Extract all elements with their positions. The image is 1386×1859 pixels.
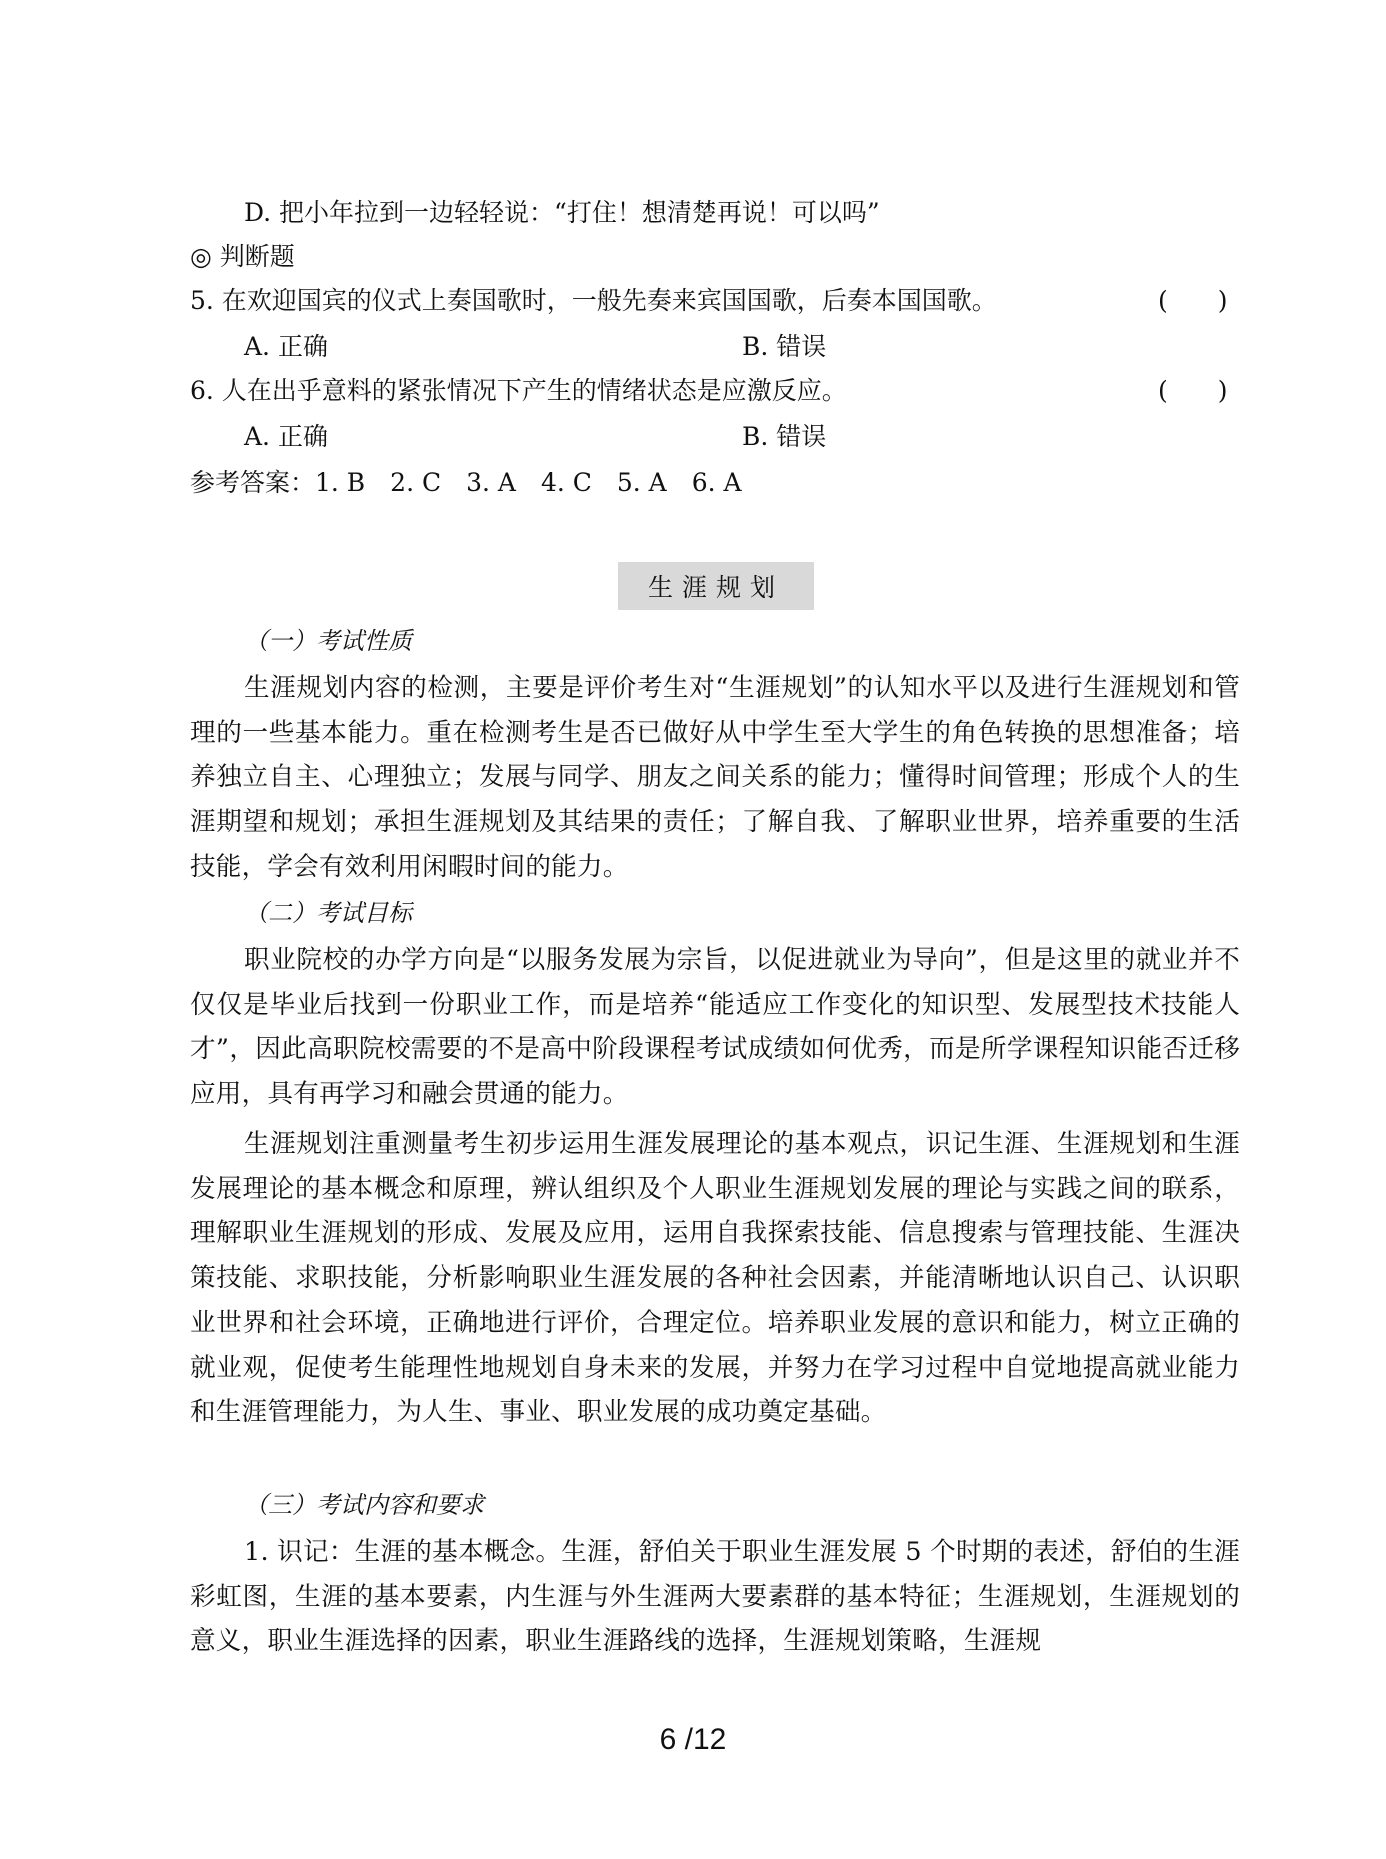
q6-option-b: B. 错误 bbox=[742, 422, 827, 451]
part1-paragraph: 生涯规划内容的检测，主要是评价考生对“生涯规划”的认知水平以及进行生涯规划和管理的一些基本能力。重在检测考生是否已做好从中学生至大学生的角色转换的思想准备；培养独立自主、心理独立；发展与同学、朋友之间关系的能力；懂得时间管理；形成个人的生涯期望和规划；承担生涯规划及其结果的责任；了解自我、了解职业世界，培养重要的生活技能，学会有效利用闲暇时间的能力。 bbox=[190, 673, 1240, 882]
part3-paragraph: 1. 识记：生涯的基本概念。生涯，舒伯关于职业生涯发展 5 个时期的表述，舒伯的生涯彩虹图，生涯的基本要素，内生涯与外生涯两大要素群的基本特征；生涯规划，生涯规划的意义，职业生涯选择的因素，职业生涯路线的选择，生涯规划策略，生涯规 bbox=[190, 1537, 1240, 1657]
part1-heading: （一）考试性质 bbox=[244, 627, 412, 655]
q6-answer-paren: ( ) bbox=[1158, 376, 1228, 405]
q5-answer-paren: ( ) bbox=[1158, 286, 1228, 315]
page-number: 6 /12 bbox=[659, 1723, 727, 1756]
q5-option-b: B. 错误 bbox=[742, 332, 827, 361]
section-title: 生涯规划 bbox=[618, 562, 814, 610]
q6-option-a: A. 正确 bbox=[244, 422, 328, 451]
part3-heading: （三）考试内容和要求 bbox=[244, 1491, 484, 1519]
q5-stem: 5. 在欢迎国宾的仪式上奏国歌时，一般先奏来宾国国歌，后奏本国国歌。 bbox=[190, 286, 997, 315]
part2-paragraph-1: 职业院校的办学方向是“以服务发展为宗旨，以促进就业为导向”，但是这里的就业并不仅仅是毕业后找到一份职业工作，而是培养“能适应工作变化的知识型、发展型技术技能人才”，因此高职院校需要的不是高中阶段课程考试成绩如何优秀，而是所学课程知识能否迁移应用，具有再学习和融会贯通的能力。 bbox=[190, 945, 1240, 1110]
q5-option-a: A. 正确 bbox=[244, 332, 328, 361]
part2-heading: （二）考试目标 bbox=[244, 899, 412, 927]
q6-stem: 6. 人在出乎意料的紧张情况下产生的情绪状态是应激反应。 bbox=[190, 376, 847, 405]
q4-option-d: D. 把小年拉到一边轻轻说：“打住！想清楚再说！可以吗” bbox=[244, 198, 880, 227]
section-judge-heading: ◎ 判断题 bbox=[190, 242, 295, 271]
answer-key: 参考答案：1. B 2. C 3. A 4. C 5. A 6. A bbox=[190, 468, 742, 497]
part2-paragraph-2: 生涯规划注重测量考生初步运用生涯发展理论的基本观点，识记生涯、生涯规划和生涯发展理论的基本概念和原理，辨认组织及个人职业生涯规划发展的理论与实践之间的联系，理解职业生涯规划的形成、发展及应用，运用自我探索技能、信息搜索与管理技能、生涯决策技能、求职技能，分析影响职业生涯发展的各种社会因素，并能清晰地认识自己、认识职业世界和社会环境，正确地进行评价，合理定位。培养职业发展的意识和能力，树立正确的就业观，促使考生能理性地规划自身未来的发展，并努力在学习过程中自觉地提高就业能力和生涯管理能力，为人生、事业、职业发展的成功奠定基础。 bbox=[190, 1129, 1240, 1428]
